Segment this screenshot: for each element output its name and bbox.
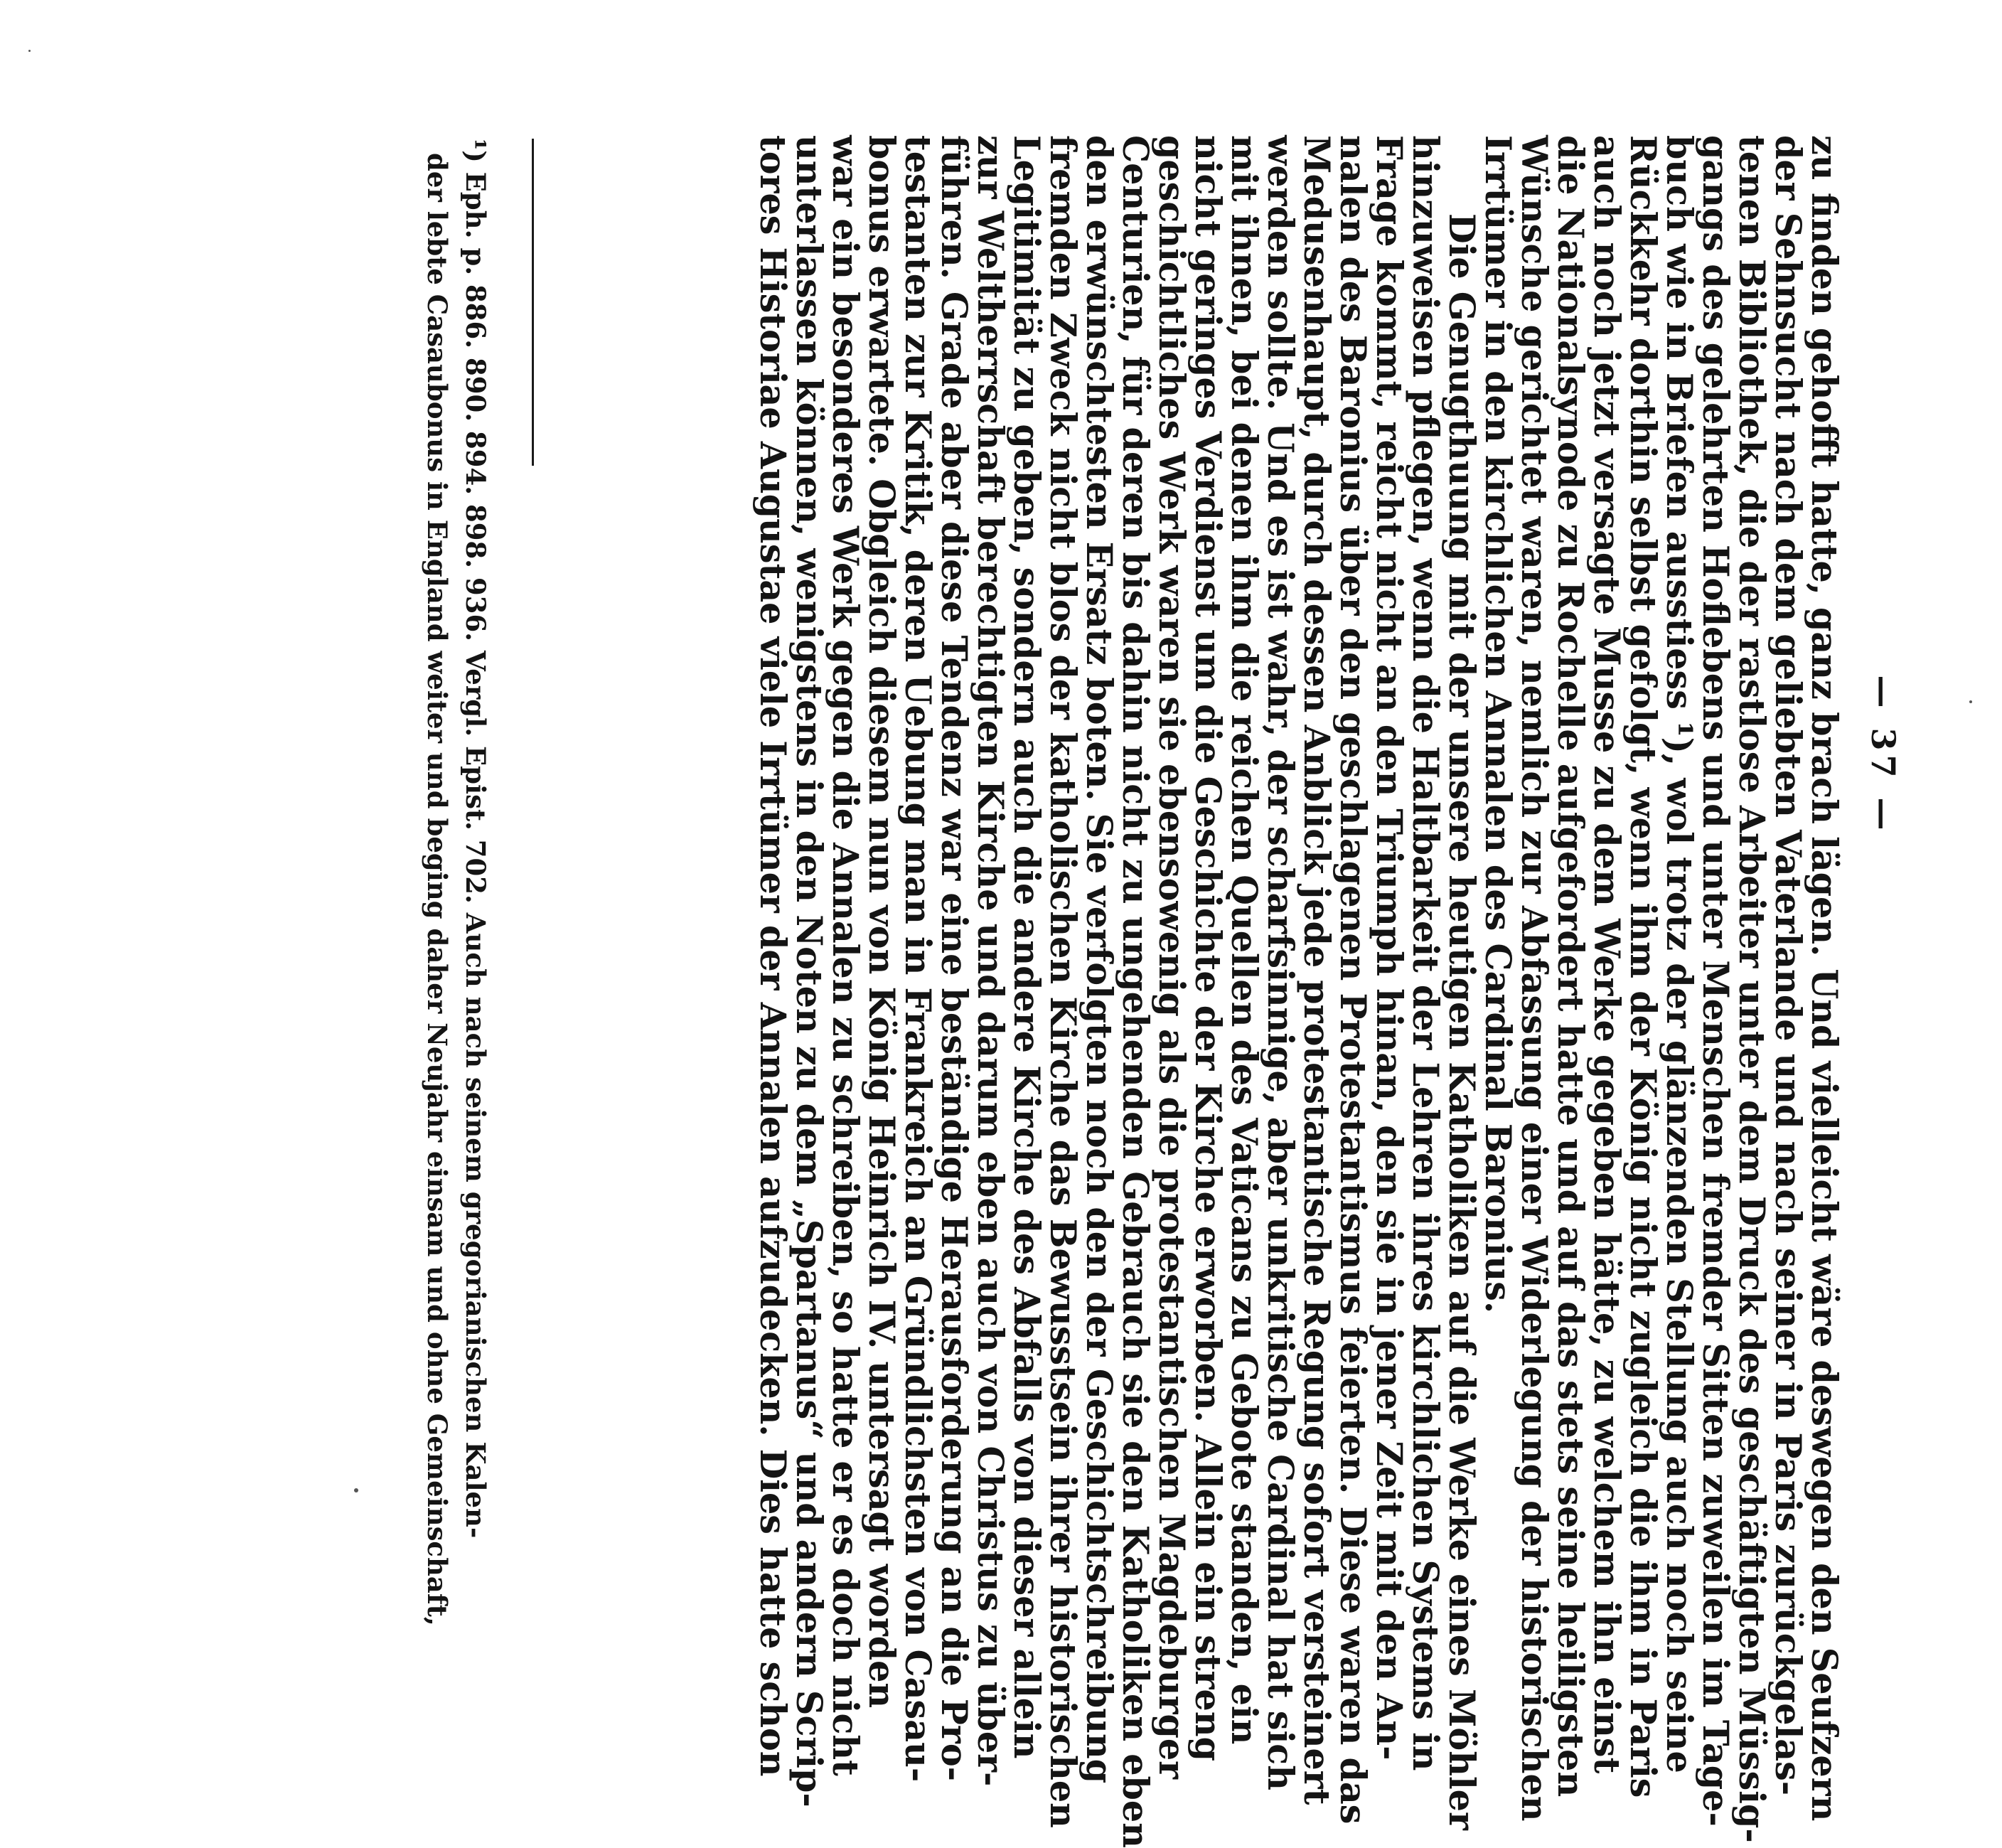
- body-line: unterlassen können, wenigstens in den Noten zu dem „Spartanus“ und andern Scrip-: [788, 135, 830, 1807]
- body-line: Rückkehr dorthin selbst gefolgt, wenn ihm der König nicht zugleich die ihm in Paris: [1622, 135, 1664, 1798]
- page-number: — 37 —: [1864, 675, 1902, 835]
- body-line: geschichtliches Werk waren sie ebensowenig als die protestantischen Magdeburger: [1151, 135, 1192, 1780]
- body-line: Legitimität zu geben, sondern auch die andere Kirche des Abfalls von dieser allein: [1006, 135, 1047, 1759]
- body-line: zu finden gehofft hatte, ganz brach lägen. Und vielleicht wäre deswegen den Seufzern: [1804, 135, 1845, 1822]
- footnote: [418, 139, 495, 1626]
- body-line: tenen Bibliothek, die der rastlose Arbeiter unter dem Druck des geschäftigten Müssig-: [1731, 135, 1772, 1843]
- footnote-line: ¹) Eph. p. 886. 890. 894. 898. 936. Vergl. Epist. 702. Auch nach seinem gregorianischen Kalen-: [460, 139, 491, 1539]
- body-line: fremden Zweck nicht blos der katholischen Kirche das Bewusstsein ihrer historischen: [1042, 135, 1083, 1828]
- body-line: war ein besonderes Werk gegen die Annalen zu schreiben, so hatte er es doch nicht: [825, 135, 866, 1776]
- body-line: nalen des Baronius über den geschlagenen Protestantismus feierten. Diese waren das: [1332, 135, 1374, 1825]
- body-line: testanten zur Kritik, deren Uebung man in Frankreich an Gründlichsten von Casau-: [897, 135, 938, 1783]
- body-line: zur Weltherrschaft berechtigten Kirche und darum eben auch von Christus zu über-: [970, 135, 1011, 1787]
- body-line: Centurien, für deren bis dahin nicht zu ungehenden Gebrauch sie den Katholiken eben: [1115, 135, 1156, 1848]
- body-line: gangs des gelehrten Hoflebens und unter Menschen fremder Sitten zuweilen im Tage-: [1695, 135, 1736, 1827]
- body-line: bonus erwartete. Obgleich diesem nun von König Heinrich IV. untersagt worden: [861, 135, 902, 1709]
- body-line: Wünsche gerichtet waren, nemlich zur Abfassung einer Widerlegung der historischen: [1514, 135, 1555, 1822]
- body-line: auch noch jetzt versagte Musse zu dem Werke gegeben hätte, zu welchem ihn einst: [1586, 135, 1627, 1774]
- body-text: [752, 135, 1845, 1848]
- body-line: tores Historiae Augustae viele Irrtümer der Annalen aufzudecken. Dies hatte schon: [752, 135, 793, 1777]
- body-line: nicht geringes Verdienst um die Geschichte der Kirche erworben. Allein ein streng: [1187, 135, 1228, 1761]
- body-line: Frage kommt, reicht nicht an den Triumph hinan, den sie in jener Zeit mit den An-: [1369, 135, 1410, 1761]
- body-line: Die Genugthuung mit der unsere heutigen Katholiken auf die Werke eines Möhler: [1441, 213, 1482, 1830]
- body-line: hinzuweisen pflegen, wenn die Haltbarkeit der Lehren ihres kirchlichen Systems in: [1405, 135, 1446, 1771]
- body-line: führen. Grade aber diese Tendenz war eine beständige Herausforderung an die Pro-: [933, 135, 975, 1782]
- body-line: den erwünschtesten Ersatz boten. Sie verfolgten noch den der Geschichtschreibung: [1078, 135, 1120, 1784]
- footnote-rule: [532, 139, 534, 466]
- body-line: buch wie in Briefen ausstiess ¹), wol trotz der glänzenden Stellung auch noch seine: [1659, 135, 1700, 1773]
- body-line: Medusenhaupt, durch dessen Anblick jede protestantische Regung sofort versteinert: [1296, 135, 1337, 1805]
- body-line: mit ihnen, bei denen ihm die reichen Quellen des Vaticans zu Gebote standen, ein: [1224, 135, 1265, 1745]
- body-line: die Nationalsynode zu Rochelle aufgefordert hatte und auf das stets seine heiligsten: [1550, 135, 1591, 1798]
- body-line: werden sollte. Und es ist wahr, der scharfsinnige, aber unkritische Cardinal hat sich: [1260, 135, 1301, 1790]
- footnote-line: der lebte Casaubonus in England weiter und beging daher Neujahr einsam und ohne Gemeinschaft,: [422, 153, 453, 1626]
- body-line: Irrtümer in den kirchlichen Annalen des Cardinal Baronius.: [1477, 135, 1519, 1314]
- body-line: der Sehnsucht nach dem geliebten Vaterlande und nach seiner in Paris zurückgelas-: [1767, 135, 1809, 1796]
